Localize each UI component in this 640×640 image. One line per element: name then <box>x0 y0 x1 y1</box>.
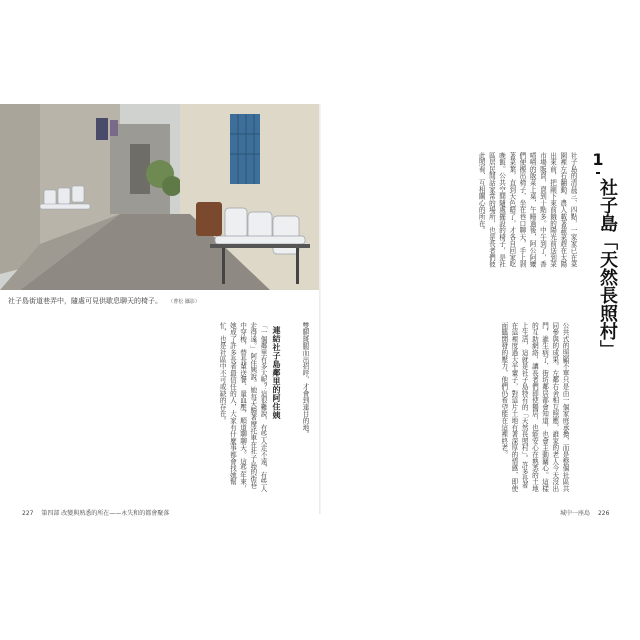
left-page-aside: 雙腿斑腿而出招呼，才會到達目的地。 <box>301 322 309 438</box>
chapter-number: 1 <box>592 150 604 169</box>
right-page-body-lower: 公共式的照顧不單只是由一個家庭承擔，而是整個社區共同參與的成果。左鄰右舍相互照應，誰家的老人今天沒出門，誰生病了，街坊鄰居都會知道，也會主動關心。這樣的互助網絡，讓長者們即使獨居，也能安心在熟悉的土地上生活，這就是社子島特有的「天然長照村」。許多長者在這裡度過大半輩子，對這片土地有著深厚的情感，即使面臨開發的壓力，他們仍希望能在這裡終老。 <box>499 322 569 492</box>
alley-chairs-image <box>0 104 320 290</box>
left-page-number: 227 <box>22 510 34 517</box>
page-gutter <box>319 104 321 514</box>
right-page-footer <box>560 508 609 517</box>
section-subhead: 連結社子島鄰里的阿住姨 <box>272 326 281 420</box>
photo-credit: （曹松 攝影） <box>168 299 200 305</box>
right-page-body-upper: 社子島的清晨三、四點，一家家已在菜園裡左右翻動，農人載著蔬菜趕在太陽出來前，把剛下來前餓的陽光前送到菜市場販賣，賣到十點多。中午到了，香噴噴的飯菜上桌，午睡過後，阿公阿嬤們便搬出椅子，坐在巷口聊天，手上剝著菜葉，直到天色暗了，才各自回家吃晚飯。公共空間隨處擺設的椅子，是社區居民閒話家常的場所，也是長者們彼此照看、互相關心的所在。 <box>477 152 577 268</box>
chapter-title: 社子島「天然長照村」 <box>597 178 618 358</box>
left-page-body: 「一個鄰里有多大呢？這很難說，有些人走不遠，有些人走得遠。」阿住姨說。她每天騎著摩托車在社子島的街巷中穿梭，替長輩送餐、量血壓，順道聊聊天。這些年來，她成了許多長者最信任的人，大家有什麼事都會找她幫忙，也是社區中不可或缺的存在。 <box>218 322 267 492</box>
right-page-number: 226 <box>597 510 610 517</box>
caption-text: 社子島街道巷弄中，隨處可見供歇息聊天的椅子。 <box>8 297 162 305</box>
right-footer-label: 城中一座島 <box>560 510 591 517</box>
left-footer-label: 第四部 改變與熟悉的所在——永失和的都會聚落 <box>41 510 170 517</box>
photo-caption <box>8 296 308 308</box>
street-photo <box>0 104 320 290</box>
chapter-rule <box>596 172 600 174</box>
left-page-footer <box>22 508 169 517</box>
